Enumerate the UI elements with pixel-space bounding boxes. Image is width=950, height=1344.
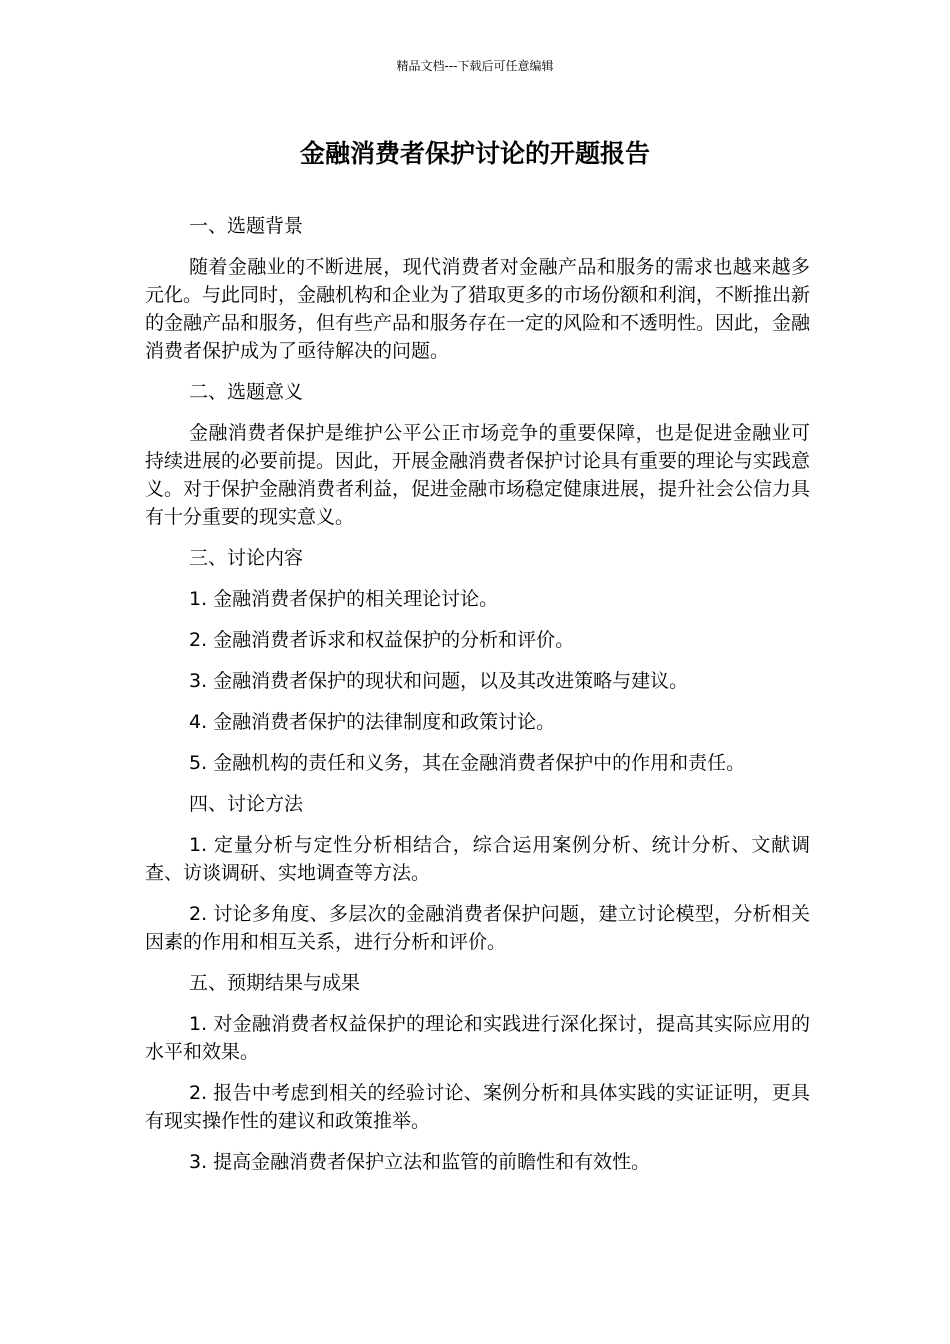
list-item: 1. 定量分析与定性分析相结合，综合运用案例分析、统计分析、文献调查、访谈调研、实地调查等方法。 (145, 834, 810, 884)
list-item: 2. 金融消费者诉求和权益保护的分析和评价。 (189, 629, 575, 651)
list-item: 3. 金融消费者保护的现状和问题，以及其改进策略与建议。 (189, 670, 689, 692)
document-title: 金融消费者保护讨论的开题报告 (299, 139, 650, 168)
list-item: 1. 金融消费者保护的相关理论讨论。 (189, 588, 499, 610)
section-significance (145, 378, 810, 531)
body-paragraph: 金融消费者保护是维护公平公正市场竞争的重要保障，也是促进金融业可持续进展的必要前提。因此，开展金融消费者保护讨论具有重要的理论与实践意义。对于保护金融消费者利益，促进金融市场稳定健康进展，提升社会公信力具有十分重要的现实意义。 (145, 422, 811, 528)
list-item: 4. 金融消费者保护的法律制度和政策讨论。 (189, 711, 556, 733)
section-background (145, 212, 810, 365)
document-body (145, 212, 810, 1189)
section-heading: 一、选题背景 (189, 215, 304, 237)
list-item: 5. 金融机构的责任和义务，其在金融消费者保护中的作用和责任。 (189, 752, 746, 774)
section-expected-results (145, 969, 810, 1176)
list-item: 2. 报告中考虑到相关的经验讨论、案例分析和具体实践的实证证明，更具有现实操作性的建议和政策推举。 (145, 1082, 810, 1132)
body-paragraph: 随着金融业的不断进展，现代消费者对金融产品和服务的需求也越来越多元化。与此同时，金融机构和企业为了猎取更多的市场份额和利润，不断推出新的金融产品和服务，但有些产品和服务存在一定的风险和不透明性。因此，金融消费者保护成为了亟待解决的问题。 (145, 256, 811, 362)
section-heading: 三、讨论内容 (189, 547, 304, 569)
list-item: 3. 提高金融消费者保护立法和监管的前瞻性和有效性。 (189, 1151, 651, 1173)
section-methods (145, 790, 810, 956)
section-content (145, 544, 810, 777)
header-note: 精品文档---下载后可任意编辑 (396, 59, 554, 73)
section-heading: 二、选题意义 (189, 381, 304, 403)
section-heading: 四、讨论方法 (189, 793, 304, 815)
section-heading: 五、预期结果与成果 (189, 972, 361, 994)
list-item: 2. 讨论多角度、多层次的金融消费者保护问题，建立讨论模型，分析相关因素的作用和相互关系，进行分析和评价。 (145, 903, 810, 953)
list-item: 1. 对金融消费者权益保护的理论和实践进行深化探讨，提高其实际应用的水平和效果。 (145, 1013, 810, 1063)
